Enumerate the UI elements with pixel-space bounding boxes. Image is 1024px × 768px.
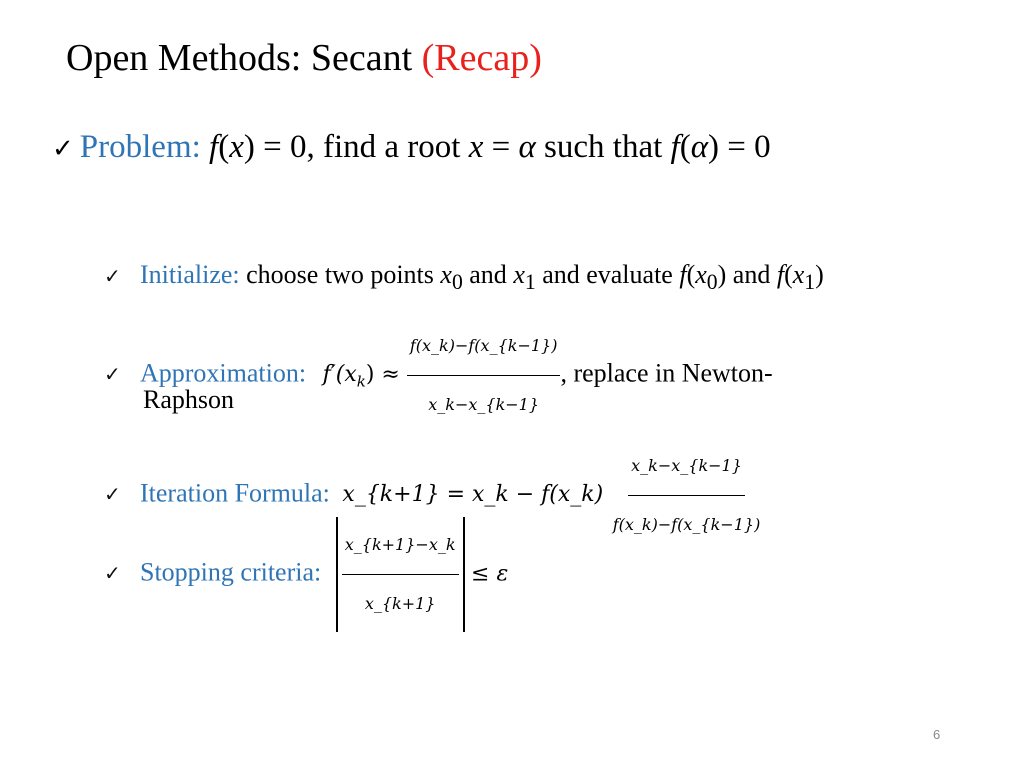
checkmark-icon: ✓ bbox=[104, 482, 121, 507]
initialize-label: Initialize: bbox=[140, 260, 240, 289]
x-symbol: x bbox=[229, 129, 244, 165]
initialize-text-1: choose two points bbox=[239, 260, 441, 289]
iteration-denominator: f(x_k)−f(x_{k−1}) bbox=[612, 515, 761, 534]
stopping-label: Stopping criteria: bbox=[140, 557, 322, 587]
approximation-label: Approximation: bbox=[140, 358, 307, 388]
slide-title-main: Open Methods: Secant bbox=[66, 37, 413, 79]
problem-such-that: such that bbox=[535, 129, 671, 165]
x0-symbol: x bbox=[440, 260, 452, 289]
approx-denominator: x_k−x_{k−1} bbox=[428, 395, 540, 414]
f-symbol: f bbox=[209, 129, 219, 165]
x0-symbol-2: x bbox=[695, 260, 707, 289]
x0-subscript: 0 bbox=[451, 270, 463, 295]
approx-fraction bbox=[407, 318, 561, 433]
x1-subscript: 1 bbox=[524, 270, 536, 295]
bullet-stopping-criteria bbox=[104, 517, 508, 632]
initialize-text-2: and evaluate bbox=[535, 260, 680, 289]
initialize-close: ) bbox=[815, 260, 824, 289]
checkmark-icon: ✓ bbox=[104, 561, 121, 586]
x-symbol-2: x bbox=[468, 129, 484, 165]
alpha-symbol: α bbox=[518, 129, 536, 165]
checkmark-icon: ✓ bbox=[104, 362, 121, 387]
stopping-rhs: ≤ ε bbox=[471, 561, 509, 587]
slide-title bbox=[66, 33, 542, 83]
iteration-label: Iteration Formula: bbox=[140, 478, 330, 508]
problem-label: Problem: bbox=[79, 129, 201, 165]
page-number: 6 bbox=[933, 727, 941, 742]
f-symbol-2: f bbox=[670, 129, 680, 165]
problem-statement: ✓ Problem: f(x) = 0, find a root x = α such that f(α) = 0 bbox=[52, 129, 771, 165]
approximation-continuation: Raphson bbox=[143, 385, 234, 414]
problem-text-1: ) = 0, find a root bbox=[243, 129, 469, 165]
initialize-and-2: ) and bbox=[717, 260, 777, 289]
iteration-numerator: x_k−x_{k−1} bbox=[628, 438, 745, 496]
problem-tail: ) = 0 bbox=[708, 129, 771, 165]
x1-symbol-2: x bbox=[792, 260, 805, 289]
stopping-numerator: x_{k+1}−x_k bbox=[342, 517, 459, 575]
iteration-lhs: x_{k+1} = x_k − f(x_k) bbox=[342, 482, 604, 508]
x1-subscript-2: 1 bbox=[804, 270, 816, 295]
bullet-initialize: ✓ Initialize: choose two points $x_0$ and $x_1$ and evaluate $f(x_0)$ and $f(x_1)$ bbox=[104, 260, 824, 295]
iteration-fraction bbox=[610, 438, 764, 553]
checkmark-icon: ✓ bbox=[52, 134, 74, 164]
approx-lhs-subscript: k bbox=[356, 372, 366, 391]
stopping-denominator: x_{k+1} bbox=[364, 594, 436, 613]
approx-tail-line-1: , replace in Newton- bbox=[560, 358, 773, 388]
initialize-and-1: and bbox=[462, 260, 514, 289]
checkmark-icon: ✓ bbox=[104, 264, 121, 288]
x0-subscript-2: 0 bbox=[706, 270, 718, 295]
approx-lhs: f′(x bbox=[322, 362, 357, 388]
x1-symbol: x bbox=[513, 260, 525, 289]
f-symbol-2: f bbox=[776, 260, 785, 289]
derivative-approximation bbox=[322, 362, 407, 391]
f-symbol: f bbox=[679, 260, 687, 289]
approx-numerator: f(x_k)−f(x_{k−1}) bbox=[407, 318, 561, 376]
alpha-symbol-2: α bbox=[690, 129, 709, 165]
problem-eq: = bbox=[483, 129, 519, 165]
slide-title-highlight: (Recap) bbox=[421, 37, 542, 79]
absolute-value bbox=[336, 517, 465, 632]
approx-lhs-close: ) ≈ bbox=[365, 362, 400, 388]
stopping-fraction bbox=[342, 517, 459, 632]
